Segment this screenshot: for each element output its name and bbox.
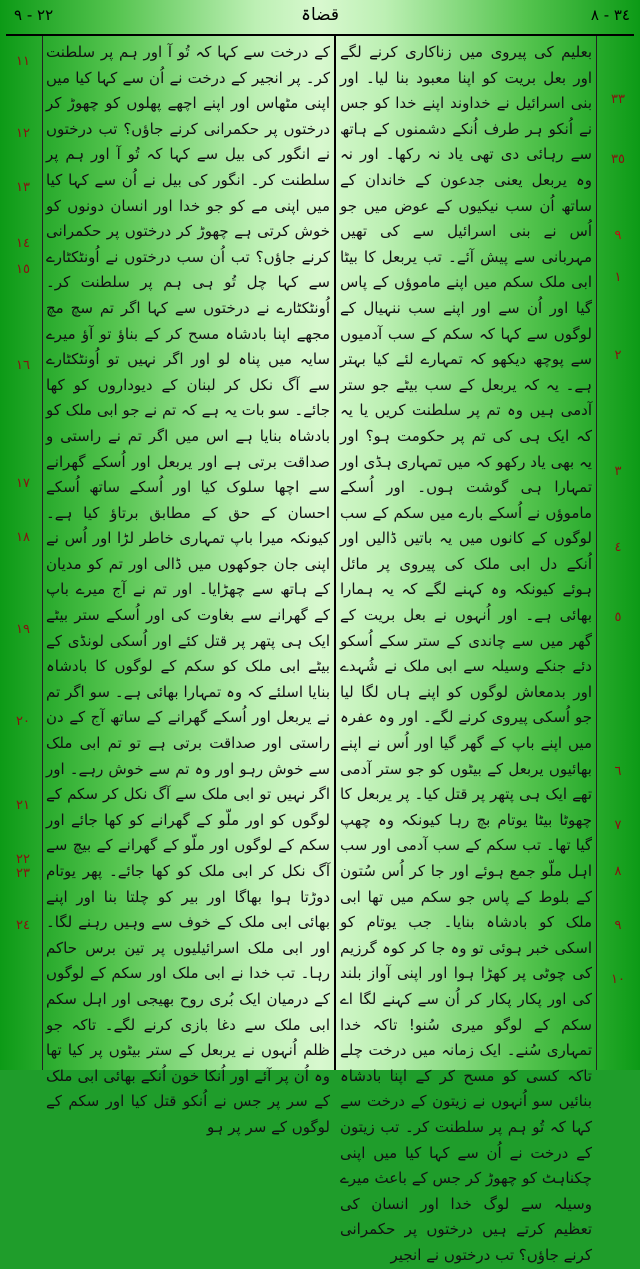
- right-column-text: بعلیم کی پیروی میں زناکاری کرنے لگے اور بعل بریت کو اپنا معبود بنا لیا۔ اور بنی اسرائیل نے خداوند اپنے خدا کو جس نے اُنکو ہر طرف اُنکے دشمنوں کے ہاتھ سے رہائی دی تھی یاد نہ رکھا۔ اور نہ وہ یربعل یعنی جدعون کے خاندان کے ساتھ اُن سب نیکیوں کے عوض میں جو اُس نے بنی اسرائیل سے کی تھیں مہربانی سے پیش آئے۔ تب یربعل کا بیٹا ابی ملک سکم میں اپنے ماموؤں کے پاس گیا اور اُن سے اور اپنے سب ننہیال کے لوگوں سے کہا کہ سکم کے سب آدمیوں سے پوچھ دیکھو کہ تمہارے لئے کیا بہتر ہے۔ یہ کہ یربعل کے سب بیٹے جو ستر آدمی ہیں وہ تم پر سلطنت کریں یا یہ کہ ایک ہی کی تم پر حکومت ہو؟ اور یہ بھی یاد رکھو کہ میں تمہاری ہڈی اور تمہارا ہی گوشت ہوں۔ اور اُسکے ماموؤں نے اُسکے بارے میں سکم کے سب لوگوں کے کانوں میں یہ باتیں ڈالیں اور اُنکے دل ابی ملک کی پیروی پر مائل ہوئے کیونکہ وہ کہنے لگے کہ یہ ہمارا بھائی ہے۔ اور اُنہوں نے بعل بریت کے گھر میں سے چاندی کے ستر سکے اُسکو دئے جنکے وسیلہ سے ابی ملک نے شُہدے اور بدمعاش لوگوں کو اپنے ہاں لگا لیا جو اُسکی پیروی کرنے لگے۔ اور وہ عفرہ میں اپنے باپ کے گھر گیا اور اُس نے اپنے بھائیوں یربعل کے بیٹوں کو جو ستر آدمی تھے ایک ہی پتھر پر قتل کیا۔ پر یربعل کا چھوٹا بیٹا یوتام بچ رہا کیونکہ وہ چھپ گیا تھا۔ تب سکم کے سب آدمی اور سب اہل ملّو جمع ہوئے اور جا کر اُس سُتون کے بلوط کے پاس جو سکم میں تھا ابی ملک کو بادشاہ بنایا۔ جب یوتام کو اسکی خبر ہوئی تو وہ جا کر کوہ گرزیم کی چوٹی پر کھڑا ہوا اور اپنی آواز بلند کی اور پکار پکار کر اُن سے کہنے لگا اے سکم کے لوگو میری سُنو! تاکہ خدا تمہاری سُنے۔ ایک زمانہ میں درخت چلے تاکہ کسی کو مسح کر کے اپنا بادشاہ بنائیں سو اُنہوں نے زیتون کے درخت سے کہا کہ تُو ہم پر سلطنت کر۔ تب زیتون کے درخت نے اُن سے کہا کیا میں اپنی چکناہٹ کو چھوڑ کر جس کے باعث میرے وسیلہ سے لوگ خدا اور انسان کی تعظیم کرتے ہیں درختوں پر حکمرانی کرنے جاؤں؟ تب درختوں نے انجیر: [340, 43, 592, 1264]
- verse-number: ١٦: [16, 358, 30, 373]
- verse-number: ١٢: [16, 126, 30, 141]
- right-text-column: [340, 40, 592, 1264]
- verse-number: ١: [614, 270, 622, 285]
- verse-number: ٣: [614, 464, 622, 479]
- verse-number: ١٩: [16, 622, 30, 637]
- header-verse-range-right: ٣٤ - ٨: [590, 6, 630, 24]
- verse-number: ٩: [614, 918, 622, 933]
- left-text-column: [45, 40, 330, 1136]
- verse-number: ٦: [614, 764, 622, 779]
- verse-number: ٣٣: [611, 92, 625, 107]
- verse-number: ٢: [614, 348, 622, 363]
- header-verse-range-left: ٢٢ - ٩: [14, 6, 54, 24]
- verse-number: ٧: [614, 818, 622, 833]
- column-divider: [334, 36, 336, 1070]
- verse-number: ٨: [614, 864, 622, 879]
- verse-number: ٢٠: [16, 714, 30, 729]
- verse-number: ١١: [16, 54, 30, 69]
- right-verse-gutter: [600, 40, 636, 1068]
- verse-number: ٥: [614, 610, 622, 625]
- verse-number: ١٨: [16, 530, 30, 545]
- verse-number: ٢٣: [16, 866, 30, 881]
- verse-number: ١٥: [16, 262, 30, 277]
- verse-number: ١٧: [16, 476, 30, 491]
- left-column-text: کے درخت سے کہا کہ تُو آ اور ہم پر سلطنت کر۔ پر انجیر کے درخت نے اُن سے کہا کیا میں اپنی مٹھاس اور اپنے اچھے پھلوں کو چھوڑ کر درختوں پر حکمرانی کرنے جاؤں؟ تب درختوں نے انگور کی بیل سے کہا کہ تُو آ اور ہم پر سلطنت کر۔ انگور کی بیل نے اُن سے کہا کیا میں اپنی مے کو جو خدا اور انسان دونوں کو خوش کرتی ہے چھوڑ کر درختوں پر حکمرانی کرنے جاؤں؟ تب اُن سب درختوں نے اُونٹکٹارے سے کہا چل تُو ہی ہم پر سلطنت کر۔ اُونٹکٹارے نے درختوں سے کہا اگر تم سچ مچ مجھے اپنا بادشاہ مسح کر کے بناؤ تو آؤ میرے سایہ میں پناہ لو اور اگر نہیں تو اُونٹکٹارے سے آگ نکل کر لبنان کے دیوداروں کو کھا جائے۔ سو بات یہ ہے کہ تم نے جو ابی ملک کو بادشاہ بنایا ہے اس میں اگر تم نے راستی و صداقت برتی ہے اور یربعل اور اُسکے گھرانے سے اچھا سلوک کیا اور اُسکے ساتھ اُسکے احسان کے حق کے مطابق برتاؤ کیا ہے۔ کیونکہ میرا باپ تمہاری خاطر لڑا اور اُس نے اپنی جان جوکھوں میں ڈالی اور تم کو مدیان کے ہاتھ سے چھڑایا۔ اور تم نے آج میرے باپ کے گھرانے سے بغاوت کی اور اُسکے ستر بیٹے ایک ہی پتھر پر قتل کئے اور اُسکی لونڈی کے بیٹے ابی ملک کو سکم کے لوگوں کا بادشاہ بنایا اسلئے کہ وہ تمہارا بھائی ہے۔ سو اگر تم نے یربعل اور اُسکے گھرانے کے ساتھ آج کے دن راستی اور صداقت برتی ہے تو تم ابی ملک سے خوش رہو اور وہ تم سے خوش رہے۔ اور اگر نہیں تو ابی ملک سے آگ نکل کر سکم کے لوگوں کو اور ملّو کے گھرانے کو کھا جائے اور سکم کے لوگوں اور ملّو کے گھرانے کے بیچ سے آگ نکل کر ابی ملک کو کھا جائے۔ پھر یوتام دوڑتا ہوا بھاگا اور بیر کو چلتا بنا اور اپنے بھائی ابی ملک کے خوف سے وہیں رہنے لگا۔ اور ابی ملک اسرائیلیوں پر تین برس حاکم رہا۔ تب خدا نے ابی ملک اور سکم کے لوگوں کے درمیان ایک بُری روح بھیجی اور اہل سکم ابی ملک سے دغا بازی کرنے لگے۔ تاکہ جو ظلم اُنہوں نے یربعل کے ستر بیٹوں پر کیا تھا وہ اُن پر آئے اور اُنکا خون اُنکے بھائی ابی ملک کے سر پر جس نے اُنکو قتل کیا اور سکم کے لوگوں کے سر پر ہو: [45, 43, 330, 1136]
- verse-number: ٢٤: [16, 918, 30, 933]
- right-gutter-divider: [596, 36, 597, 1070]
- verse-number: ٣٥: [611, 152, 625, 167]
- header-book-title: قضاۃ: [300, 5, 339, 25]
- chapter-number: ٩: [614, 228, 622, 243]
- header-divider: [6, 34, 634, 36]
- left-gutter-divider: [42, 36, 43, 1070]
- verse-number: ٢١: [16, 798, 30, 813]
- page-header: [0, 0, 640, 34]
- verse-number: ٤: [614, 540, 622, 555]
- verse-number: ١٠: [611, 972, 625, 987]
- verse-number: ٢٢: [16, 852, 30, 867]
- verse-number: ١٣: [16, 180, 30, 195]
- verse-number: ١٤: [16, 236, 30, 251]
- left-verse-gutter: [6, 40, 40, 1068]
